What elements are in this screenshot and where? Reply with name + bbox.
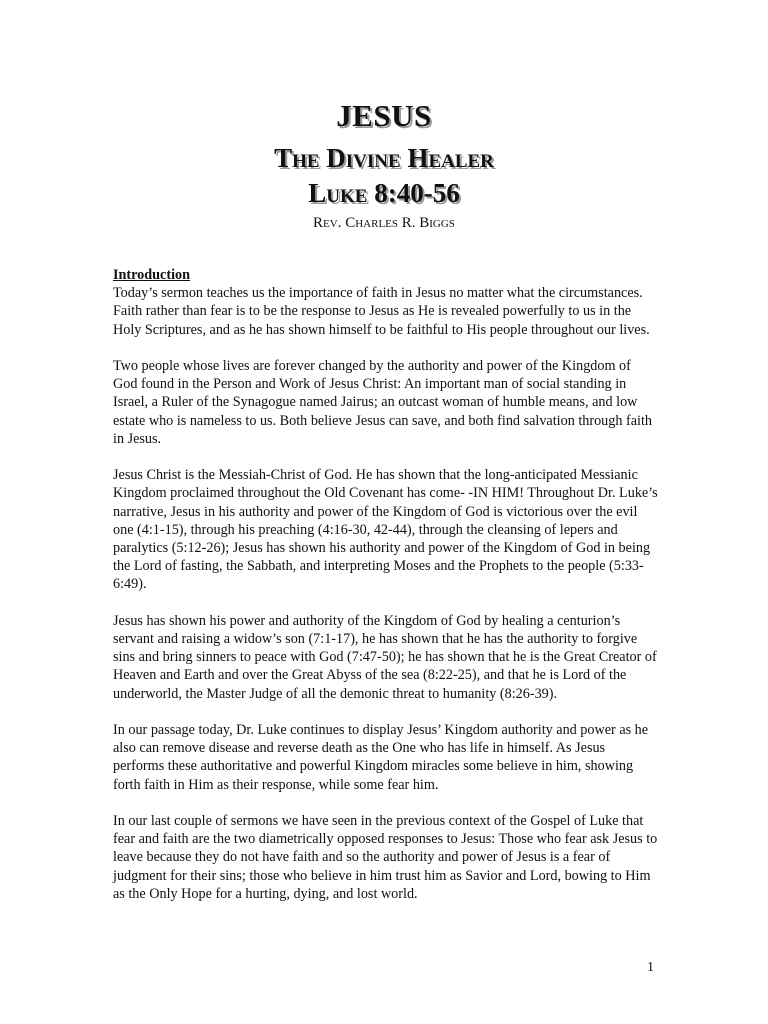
paragraph-4: Jesus has shown his power and authority of the Kingdom of God by healing a centurion’s servant and raising a widow’s son (7:1-17), he has shown that he has the authority to forgive sins and bring sinners to peace with God (7:47-50); he has shown that he is the Great Creator of Heaven and Earth and over the Great Abyss of the sea (8:22-25), and that he is Lord of the underworld, the Master Judge of all the demonic threat to humanity (8:26-39). (113, 612, 657, 702)
paragraph-6: In our last couple of sermons we have seen in the previous context of the Gospel of Luke that fear and faith are the two diametrically opposed responses to Jesus: Those who fear ask Jesus to leave because they do not have faith and so the authority and power of Jesus is a fear of judgment for their sins; those who believe in him trust him as Savior and Lord, bowing to Him as the Only Hope for a hurting, dying, and lost world. (113, 813, 658, 902)
paragraph-3: Jesus Christ is the Messiah-Christ of God. He has shown that the long-anticipated Messianic Kingdom proclaimed throughout the Old Covenant has come- -IN HIM! Throughout Dr. Luke’s narrative, Jesus in his authority and power of the Kingdom of God is victorious over the evil one (4:1-15), through his preaching (4:16-30, 42-44), through the cleansing of lepers and paralytics (5:12-26); Jesus has shown his authority and power of the Kingdom of God in being the Lord of fasting, the Sabbath, and interpreting Moses and the Prophets to the people (5:33-6:49). (113, 467, 658, 593)
title-block (0, 96, 768, 234)
paragraph-2: Two people whose lives are forever changed by the authority and power of the Kingdom of God found in the Person and Work of Jesus Christ: An important man of social standing in Israel, a Ruler of the Synagogue named Jairus; an outcast woman of humble means, and low estate who is nameless to us. Both believe Jesus can save, and both find salvation through faith in Jesus. (113, 358, 653, 447)
scripture-reference: Luke 8:40-56 (308, 178, 460, 208)
paragraph-1: Today’s sermon teaches us the importance of faith in Jesus no matter what the circumstances. Faith rather than fear is to be the response to Jesus as He is revealed powerfully to us in the Holy Scriptures, and as he has shown himself to be faithful to His people throughout our lives. (113, 285, 650, 338)
body-text (113, 266, 658, 921)
page-number: 1 (647, 960, 654, 975)
paragraph-5: In our passage today, Dr. Luke continues to display Jesus’ Kingdom authority and power as he also can remove disease and reverse death as the One who has life in himself. As Jesus performs these authoritative and powerful Kingdom miracles some believe in him, showing forth faith in Him as their response, while some fear him. (113, 722, 649, 793)
page-title: JESUS (336, 98, 432, 133)
author-line: Rev. Charles R. Biggs (313, 215, 455, 231)
page-subtitle: The Divine Healer (274, 143, 494, 173)
section-heading-introduction: Introduction (113, 267, 190, 283)
